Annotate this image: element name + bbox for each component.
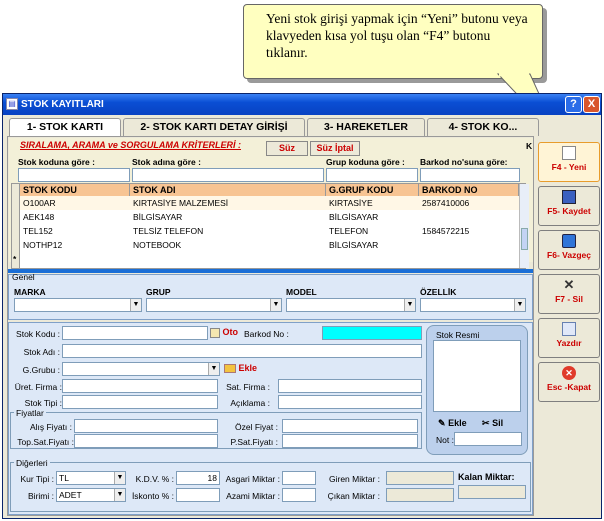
alis-fiyati-input[interactable] (74, 419, 218, 433)
ozellik-label: ÖZELLİK (420, 287, 457, 297)
oto-label: Oto (222, 327, 239, 337)
chevron-down-icon: ▼ (114, 472, 125, 484)
close-window-button-label: Esc -Kapat (547, 382, 591, 392)
kur-tipi-value: TL (59, 473, 69, 483)
chevron-down-icon: ▼ (114, 489, 125, 501)
iskonto-input[interactable] (176, 488, 220, 502)
app-icon: ▤ (6, 98, 18, 110)
kalan-miktar-input (458, 485, 526, 499)
ozel-fiyat-input[interactable] (282, 419, 418, 433)
filter-label-barkod: Barkod no'suna göre: (420, 157, 508, 167)
folder-icon (224, 364, 236, 373)
g-grubu-combo[interactable] (62, 362, 220, 376)
filter-title: SIRALAMA, ARAMA ve SORGULAMA KRİTERLERİ : (20, 140, 241, 150)
table-row[interactable] (20, 224, 519, 238)
new-button-label: F4 - Yeni (551, 162, 587, 172)
cell-stok-kodu: O100AR (23, 198, 56, 208)
resim-ekle-button[interactable] (438, 418, 467, 429)
marka-combo[interactable] (14, 298, 142, 312)
not-input[interactable] (454, 432, 522, 446)
cell-barkod: 1584572215 (422, 226, 470, 236)
delete-button-label: F7 - Sil (555, 294, 583, 304)
tab-stok-karti[interactable]: 1- STOK KARTI (9, 118, 121, 136)
cell-stok-kodu: NOTHP12 (23, 240, 63, 250)
divider (8, 269, 533, 273)
chevron-down-icon: ▼ (130, 299, 141, 311)
filter-grup-kodu-input[interactable] (326, 168, 418, 182)
undo-icon (562, 234, 576, 248)
sat-firma-label: Sat. Firma : (226, 382, 270, 392)
close-window-button[interactable] (538, 362, 600, 402)
column-header-stok-adi[interactable]: STOK ADI (130, 184, 326, 196)
stok-adi-input[interactable] (62, 344, 422, 358)
azami-miktar-input[interactable] (282, 488, 316, 502)
tab-stok-kod-olustur[interactable]: 4- STOK KO... (427, 118, 539, 136)
save-button[interactable] (538, 186, 600, 226)
kur-tipi-label: Kur Tipi : (20, 474, 54, 484)
filter-label-stok-adi: Stok adına göre : (132, 157, 201, 167)
genel-title: Genel (12, 272, 35, 282)
marka-label: MARKA (14, 287, 46, 297)
stok-resmi-title: Stok Resmi (436, 330, 480, 340)
kdv-label: K.D.V. % : (135, 474, 174, 484)
cell-barkod (419, 238, 519, 252)
chevron-down-icon: ▼ (514, 299, 525, 311)
stok-tipi-input[interactable] (62, 395, 218, 409)
cell-stok-adi: TELSİZ TELEFON (133, 226, 204, 236)
grup-ekle-button[interactable] (224, 361, 264, 376)
stok-resmi-image[interactable] (433, 340, 521, 412)
column-header-stok-kodu[interactable]: STOK KODU (20, 184, 130, 196)
column-header-barkod[interactable]: BARKOD NO (419, 184, 519, 196)
uret-firma-input[interactable] (62, 379, 218, 393)
stok-kodu-label: Stok Kodu : (16, 329, 60, 339)
stock-window (2, 93, 602, 519)
tab-hareketler[interactable]: 3- HAREKETLER (307, 118, 425, 136)
p-sat-fiyati-input[interactable] (282, 434, 418, 448)
grup-label: GRUP (146, 287, 171, 297)
save-icon (562, 190, 576, 204)
uret-firma-label: Üret. Firma : (14, 382, 62, 392)
birimi-label: Birimi : (28, 491, 54, 501)
giren-miktar-label: Giren Miktar : (328, 474, 380, 484)
birimi-combo[interactable] (56, 488, 126, 502)
asgari-miktar-label: Asgari Miktar : (225, 474, 280, 484)
p-sat-fiyati-label: P.Sat.Fiyatı : (230, 437, 278, 447)
window-title: STOK KAYITLARI (21, 99, 104, 110)
resim-ekle-label: Ekle (448, 418, 467, 428)
cell-grup-kodu: TELEFON (329, 226, 369, 236)
cell-grup-kodu: BİLGİSAYAR (329, 240, 379, 250)
new-row-marker: * (13, 254, 17, 264)
remove-image-icon: ✂ (482, 418, 490, 428)
new-document-icon (562, 146, 576, 160)
ozel-fiyat-label: Özel Fiyat : (235, 422, 278, 432)
barkod-no-input[interactable] (322, 326, 422, 340)
filter-button[interactable]: Süz (266, 141, 308, 156)
stok-adi-label: Stok Adı : (23, 347, 60, 357)
column-header-grup-kodu[interactable]: G.GRUP KODU (326, 184, 419, 196)
help-callout (243, 4, 543, 79)
chevron-down-icon: ▼ (270, 299, 281, 311)
delete-button[interactable] (538, 274, 600, 314)
cell-grup-kodu: KIRTASİYE (329, 198, 373, 208)
aciklama-input[interactable] (278, 395, 422, 409)
add-image-icon: ✎ (438, 418, 446, 428)
print-button[interactable] (538, 318, 600, 358)
cell-stok-adi: NOTEBOOK (133, 240, 182, 250)
stok-kodu-input[interactable] (62, 326, 208, 340)
not-label: Not : (436, 435, 454, 445)
cell-stok-adi: KIRTASİYE MALZEMESİ (133, 198, 229, 208)
ozellik-combo[interactable] (420, 298, 526, 312)
stok-karti-panel (7, 136, 534, 516)
help-button[interactable]: ? (565, 96, 582, 113)
filter-stok-adi-input[interactable] (132, 168, 324, 182)
oto-button[interactable] (210, 325, 242, 340)
giren-miktar-input (386, 471, 454, 485)
filter-cancel-button[interactable]: Süz İptal (310, 141, 360, 156)
digerleri-title: Diğerleri (16, 458, 48, 468)
save-button-label: F5- Kaydet (547, 206, 591, 216)
print-button-label: Yazdır (556, 338, 582, 348)
new-button[interactable] (538, 142, 600, 182)
filter-k-label: K (526, 141, 533, 151)
iskonto-label: İskonto % : (131, 491, 174, 501)
aciklama-label: Açıklama : (230, 398, 270, 408)
kalan-miktar-label: Kalan Miktar: (458, 472, 515, 482)
model-combo[interactable] (286, 298, 416, 312)
filter-label-grup-kodu: Grup koduna göre : (326, 157, 405, 167)
chevron-down-icon: ▼ (208, 363, 219, 375)
top-sat-fiyati-input[interactable] (74, 434, 218, 448)
tab-stok-karti-detay[interactable]: 2- STOK KARTI DETAY GİRİŞİ (123, 118, 305, 136)
stok-tipi-label: Stok Tipi : (24, 398, 62, 408)
cell-stok-kodu: TEL152 (23, 226, 53, 236)
grup-combo[interactable] (146, 298, 282, 312)
alis-fiyati-label: Alış Fiyatı : (29, 422, 72, 432)
top-sat-fiyati-label: Top.Sat.Fiyatı : (17, 437, 74, 447)
table-row[interactable] (20, 238, 519, 252)
cancel-button-label: F6- Vazgeç (547, 250, 591, 260)
digerleri-group (10, 462, 531, 512)
model-label: MODEL (286, 287, 317, 297)
filter-stok-kodu-input[interactable] (18, 168, 130, 182)
g-grubu-label: G.Grubu : (22, 365, 60, 375)
title-bar (3, 94, 601, 115)
print-icon (562, 322, 576, 336)
kur-tipi-combo[interactable] (56, 471, 126, 485)
genel-section (8, 274, 533, 320)
table-row[interactable] (20, 196, 519, 210)
fiyatlar-title: Fiyatlar (16, 408, 44, 418)
filter-barkod-input[interactable] (420, 168, 520, 182)
scrollbar-thumb[interactable] (521, 228, 528, 250)
azami-miktar-label: Azami Miktar : (226, 491, 280, 501)
barkod-no-label: Barkod No : (244, 329, 289, 339)
cikan-miktar-input (386, 488, 454, 502)
cell-grup-kodu: BİLGİSAYAR (329, 212, 379, 222)
callout-text: Yeni stok girişi yapmak için “Yeni” butonu veya klavyeden kısa yol tuşu olan “F4” butonu tıklanır. (266, 11, 528, 60)
sat-firma-input[interactable] (278, 379, 422, 393)
resim-sil-button[interactable] (482, 418, 503, 429)
kdv-input[interactable]: 18 (176, 471, 220, 485)
table-row[interactable] (20, 210, 519, 224)
close-icon: ✕ (562, 366, 576, 380)
grup-ekle-label: Ekle (238, 363, 258, 373)
grid-scrollbar[interactable] (519, 184, 529, 268)
chevron-down-icon: ▼ (404, 299, 415, 311)
cell-barkod (419, 210, 519, 224)
resim-sil-label: Sil (492, 418, 504, 428)
cell-barkod: 2587410006 (422, 198, 470, 208)
auto-code-icon (210, 328, 220, 338)
cell-stok-adi: BİLGİSAYAR (133, 212, 183, 222)
close-button[interactable]: X (583, 96, 600, 113)
birimi-value: ADET (59, 490, 82, 500)
asgari-miktar-input[interactable] (282, 471, 316, 485)
cancel-button[interactable] (538, 230, 600, 270)
filter-label-stok-kodu: Stok koduna göre : (18, 157, 95, 167)
cikan-miktar-label: Çıkan Miktar : (327, 491, 380, 501)
delete-icon: ✕ (563, 277, 575, 292)
cell-stok-kodu: AEK148 (23, 212, 55, 222)
stock-grid[interactable] (11, 183, 526, 269)
